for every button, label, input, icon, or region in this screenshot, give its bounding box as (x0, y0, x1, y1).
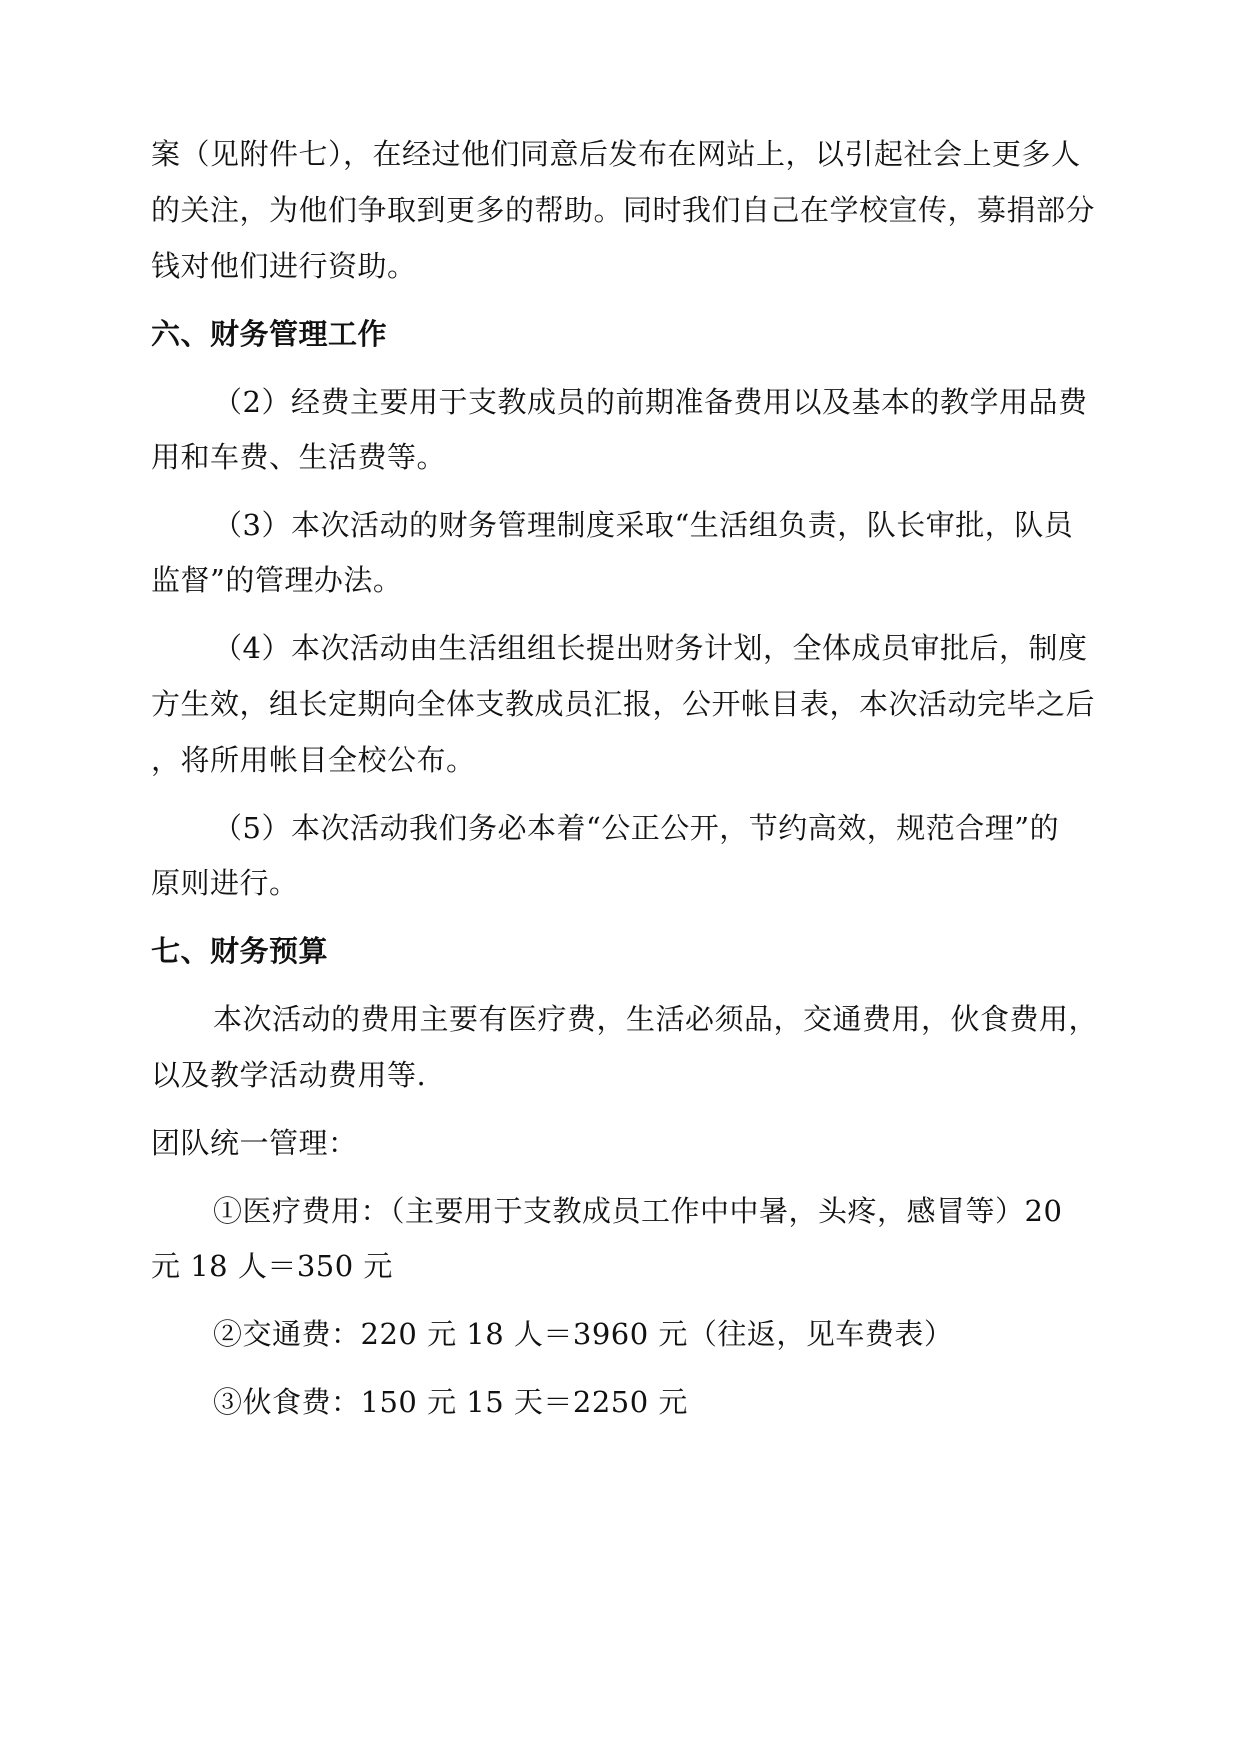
paragraph-line: （3）本次活动的财务管理制度采取“生活组负责，队长审批，队员 (213, 508, 1074, 542)
paragraph-line: ②交通费：220 元 18 人＝3960 元（往返，见车费表） (213, 1317, 954, 1351)
paragraph-line: 的关注，为他们争取到更多的帮助。同时我们自己在学校宣传，募捐部分 (151, 193, 1096, 227)
paragraph-line: ③伙食费：150 元 15 天＝2250 元 (213, 1385, 688, 1419)
paragraph-line: 用和车费、生活费等。 (151, 440, 447, 474)
section-heading: 六、财务管理工作 (151, 317, 388, 351)
paragraph-line: 方生效，组长定期向全体支教成员汇报，公开帐目表，本次活动完毕之后 (151, 687, 1096, 721)
paragraph-line: 以及教学活动费用等. (151, 1058, 427, 1092)
paragraph-line: ，将所用帐目全校公布。 (151, 743, 476, 777)
section-heading: 七、财务预算 (151, 934, 329, 968)
paragraph-line: 钱对他们进行资助。 (151, 249, 417, 283)
paragraph-line: 本次活动的费用主要有医疗费，生活必须品，交通费用，伙食费用， (213, 1002, 1099, 1036)
paragraph-line: 元 18 人＝350 元 (151, 1249, 393, 1283)
paragraph-line: 原则进行。 (151, 866, 299, 900)
paragraph-line: （4）本次活动由生活组组长提出财务计划，全体成员审批后，制度 (213, 631, 1088, 665)
paragraph-line: 团队统一管理： (151, 1126, 358, 1160)
paragraph-line: 案（见附件七），在经过他们同意后发布在网站上，以引起社会上更多人 (151, 137, 1081, 171)
paragraph-line: （5）本次活动我们务必本着“公正公开，节约高效，规范合理”的 (213, 811, 1060, 845)
paragraph-line: ①医疗费用：（主要用于支教成员工作中中暑，头疼，感冒等）20 (213, 1194, 1063, 1228)
paragraph-line: 监督”的管理办法。 (151, 563, 403, 597)
paragraph-line: （2）经费主要用于支教成员的前期准备费用以及基本的教学用品费 (213, 385, 1088, 419)
